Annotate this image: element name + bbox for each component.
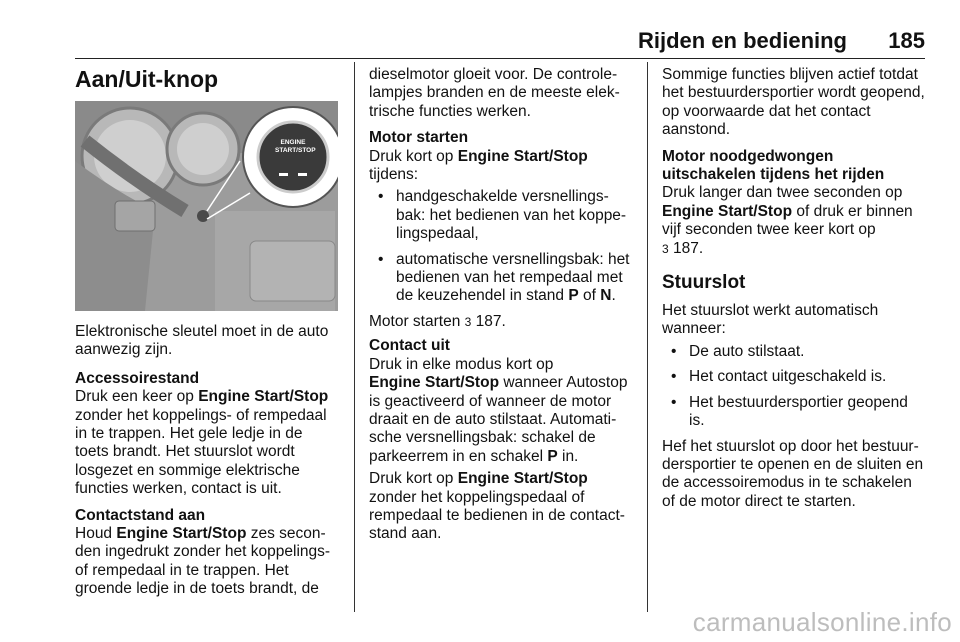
column-1 <box>75 323 339 603</box>
paragraph: Druk kort op Engine Start/Stop zonder het koppelingspedaal of rempedaal te bedienen in de contact-stand aan. <box>369 470 625 543</box>
list-item: • Het bestuurdersportier geopend is. <box>662 394 926 431</box>
paragraph: Druk een keer op Engine Start/Stop zonder het koppelings- of rempedaal in te trappen. Het gele ledje in de toets brandt. Het stuurslot wordt losgezet en sommige elektrische functies werken, contact is uit. <box>75 388 329 498</box>
column-3 <box>662 66 926 515</box>
section-heading: Motor noodgedwongen uitschakelen tijdens het rijden <box>662 147 885 184</box>
list-item: • De auto stilstaat. <box>662 343 926 361</box>
section-title: Stuurslot <box>662 272 746 294</box>
reference-arrow-icon: 3 <box>464 314 472 329</box>
page-reference: Motor starten 3 187. <box>369 312 506 330</box>
section-heading: Contactstand aan <box>75 506 206 524</box>
reference-arrow-icon: 3 <box>662 241 669 256</box>
column-2 <box>369 66 633 548</box>
section-heading: Motor starten <box>369 129 469 147</box>
page-header <box>75 28 925 59</box>
watermark: carmanualsonline.info <box>692 607 952 637</box>
paragraph: dieselmotor gloeit voor. De controle-lampjes branden en de meeste elek-trische functies werken. <box>369 66 620 120</box>
paragraph: Sommige functies blijven actief totdat het bestuurdersportier wordt geopend, op voorwaarde dat het contact aanstond. <box>662 66 925 139</box>
paragraph: Het stuurslot werkt automatisch wanneer: <box>662 302 879 338</box>
section-heading: Contact uit <box>369 337 450 355</box>
intro-text: Elektronische sleutel moet in de auto aanwezig zijn. <box>75 323 329 359</box>
column-divider <box>647 62 648 612</box>
column-divider <box>354 62 355 612</box>
paragraph: Druk kort op Engine Start/Stop tijdens: <box>369 147 588 184</box>
engine-button-label: ENGINE START/STOP <box>275 139 316 154</box>
header-title: Rijden en bediening <box>637 28 847 53</box>
list-item: • automatische versnellingsbak: het bedienen van het rempedaal met de keuzehendel in stand P of N. <box>369 251 633 306</box>
paragraph: Druk langer dan twee seconden op Engine Start/Stop of druk er binnen vijf seconden twee keer kort op 3 187. <box>662 184 913 257</box>
list-item: • handgeschakelde versnellings-bak: het bedienen van het koppe-lingspedaal, <box>369 188 633 243</box>
dashboard-drawing <box>75 101 338 311</box>
paragraph: Druk in elke modus kort op Engine Start/Stop wanneer Autostop is geactiveerd of wanneer de motor draait en de auto stilstaat. Automati-sche versnellingsbak: schakel de parkeerrem in en schakel P in. <box>369 355 628 465</box>
paragraph: Houd Engine Start/Stop zes secon-den ingedrukt zonder het koppelings-of rempedaal in te trappen. Het groende ledje in de toets brandt, de <box>75 525 331 598</box>
paragraph: Hef het stuurslot op door het bestuur-dersportier te openen en de sluiten en de accessoiremodus in te schakelen of de motor direct te starten. <box>662 437 924 510</box>
bullet-list <box>369 188 633 305</box>
page-number: 185 <box>888 28 925 53</box>
bullet-list <box>662 343 926 431</box>
page-title: Aan/Uit-knop <box>75 66 219 92</box>
list-item: • Het contact uitgeschakeld is. <box>662 368 926 386</box>
dashboard-illustration <box>75 101 338 311</box>
section-heading: Accessoirestand <box>75 369 200 387</box>
